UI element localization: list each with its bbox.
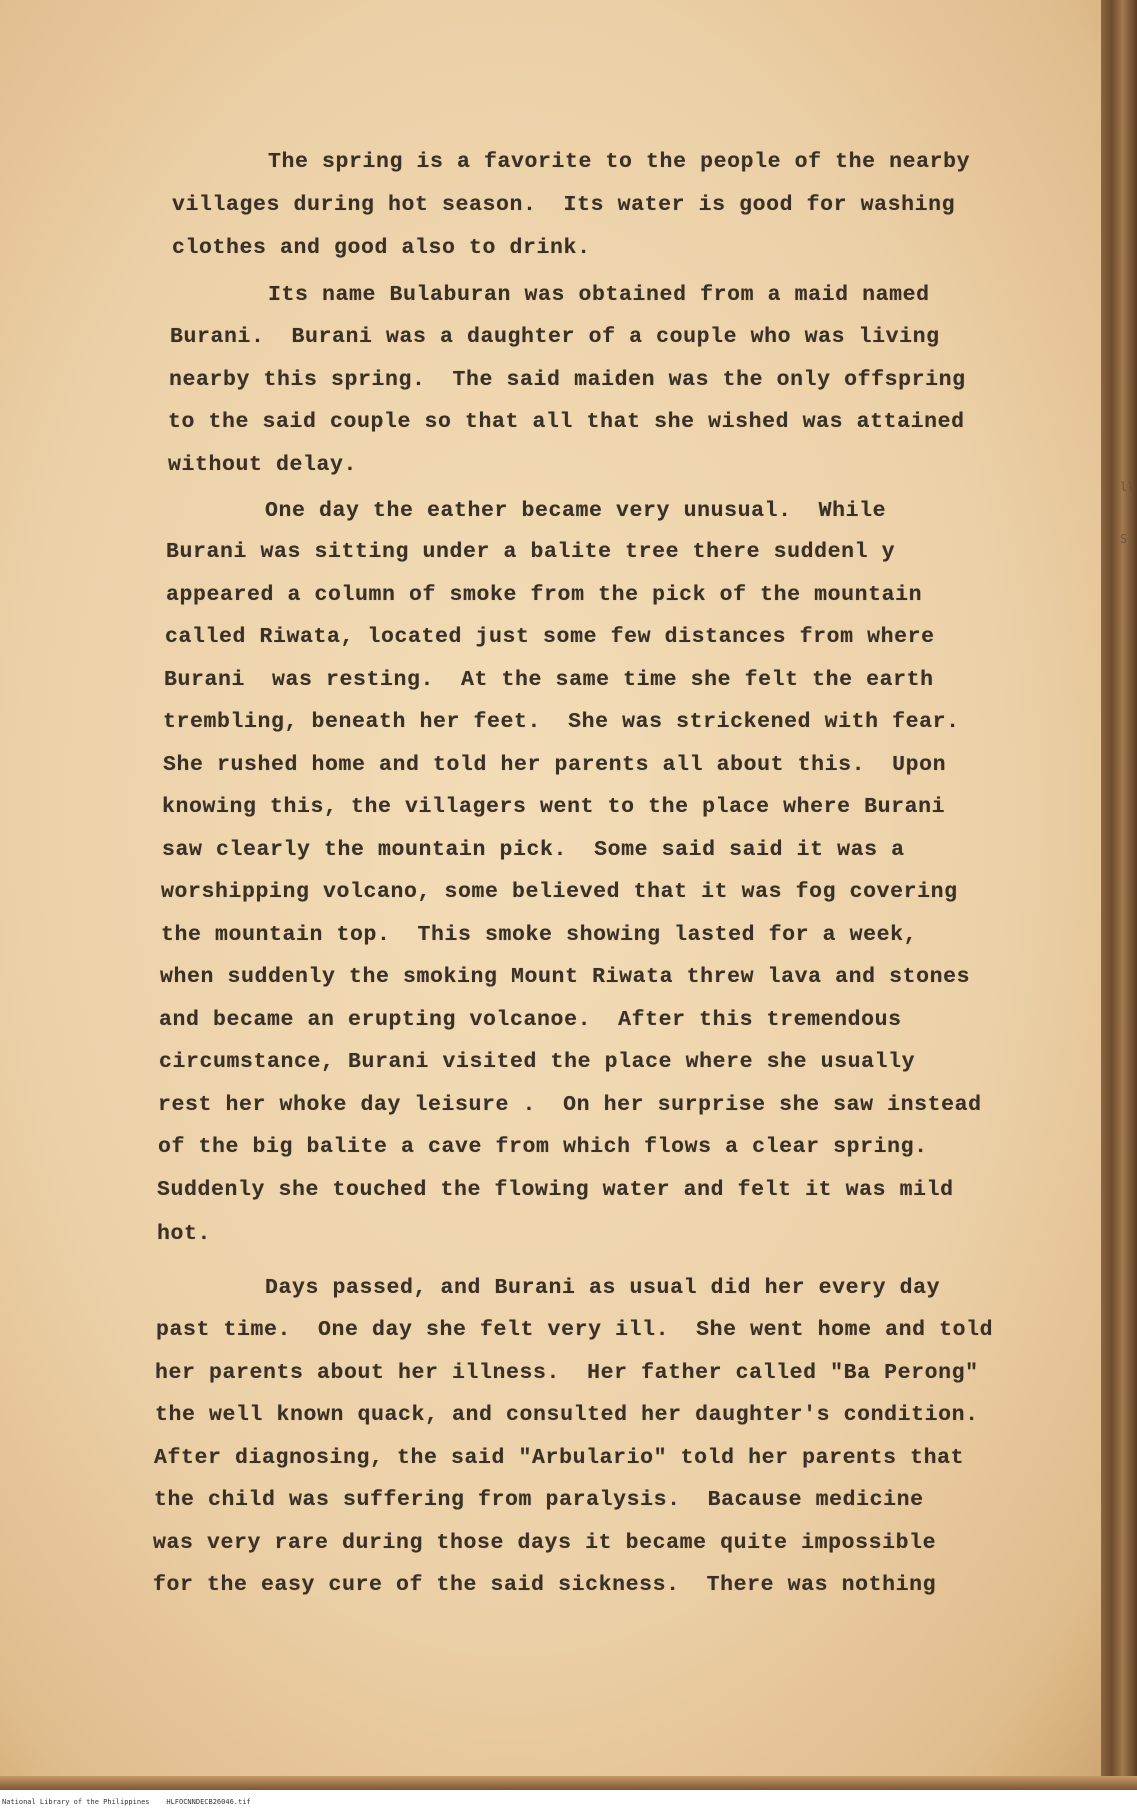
text-line: of the big balite a cave from which flows a clear spring.	[158, 1135, 928, 1159]
text-line: The spring is a favorite to the people of the nearby	[268, 150, 971, 174]
text-line: knowing this, the villagers went to the place where Burani	[162, 795, 946, 819]
text-line: villages during hot season. Its water is good for washing	[172, 193, 956, 217]
text-line: the mountain top. This smoke showing lasted for a week,	[161, 923, 918, 947]
text-line: was very rare during those days it became quite impossible	[153, 1531, 937, 1555]
text-line: trembling, beneath her feet. She was strickened with fear.	[163, 710, 960, 734]
page-bottom-edge	[0, 1776, 1137, 1790]
text-line: Its name Bulaburan was obtained from a maid named	[268, 283, 930, 307]
text-line: when suddenly the smoking Mount Riwata threw lava and stones	[160, 965, 971, 989]
text-line: to the said couple so that all that she wished was attained	[168, 410, 965, 434]
text-line: saw clearly the mountain pick. Some said said it was a	[162, 838, 905, 862]
text-line: circumstance, Burani visited the place where she usually	[159, 1050, 916, 1074]
text-line: After diagnosing, the said "Arbulario" told her parents that	[154, 1446, 965, 1470]
text-line: rest her whoke day leisure . On her surprise she saw instead	[158, 1093, 982, 1117]
text-line: One day the eather became very unusual. While	[265, 499, 887, 523]
text-line: hot.	[157, 1222, 212, 1246]
text-line: nearby this spring. The said maiden was the only offspring	[169, 368, 966, 392]
text-line: Burani was resting. At the same time she felt the earth	[164, 668, 934, 692]
text-line: Suddenly she touched the flowing water and felt it was mild	[157, 1178, 954, 1202]
text-line: the child was suffering from paralysis. Bacause medicine	[154, 1488, 924, 1512]
text-line: her parents about her illness. Her father called "Ba Perong"	[155, 1361, 979, 1385]
text-line: called Riwata, located just some few distances from where	[165, 625, 935, 649]
text-line: and became an erupting volcanoe. After this tremendous	[159, 1008, 902, 1032]
margin-mark: ll	[1120, 480, 1135, 494]
margin-mark: S	[1120, 532, 1128, 546]
text-line: Burani. Burani was a daughter of a couple who was living	[170, 325, 940, 349]
text-line: appeared a column of smoke from the pick of the mountain	[166, 583, 923, 607]
archive-footer-text: National Library of the Philippines HLFOCNNDECB26046.tif	[2, 1798, 251, 1806]
text-line: Burani was sitting under a balite tree there suddenl y	[166, 540, 896, 564]
text-line: worshipping volcano, some believed that it was fog covering	[161, 880, 958, 904]
text-line: clothes and good also to drink.	[172, 236, 591, 260]
book-binding-edge	[1101, 0, 1137, 1790]
text-line: Days passed, and Burani as usual did her every day	[265, 1276, 941, 1300]
text-line: the well known quack, and consulted her daughter's condition.	[155, 1403, 979, 1427]
text-line: without delay.	[168, 453, 358, 477]
text-line: She rushed home and told her parents all about this. Upon	[163, 753, 947, 777]
text-line: past time. One day she felt very ill. She went home and told	[156, 1318, 994, 1342]
archive-footer	[0, 1790, 1137, 1808]
text-line: for the easy cure of the said sickness. There was nothing	[153, 1573, 937, 1597]
